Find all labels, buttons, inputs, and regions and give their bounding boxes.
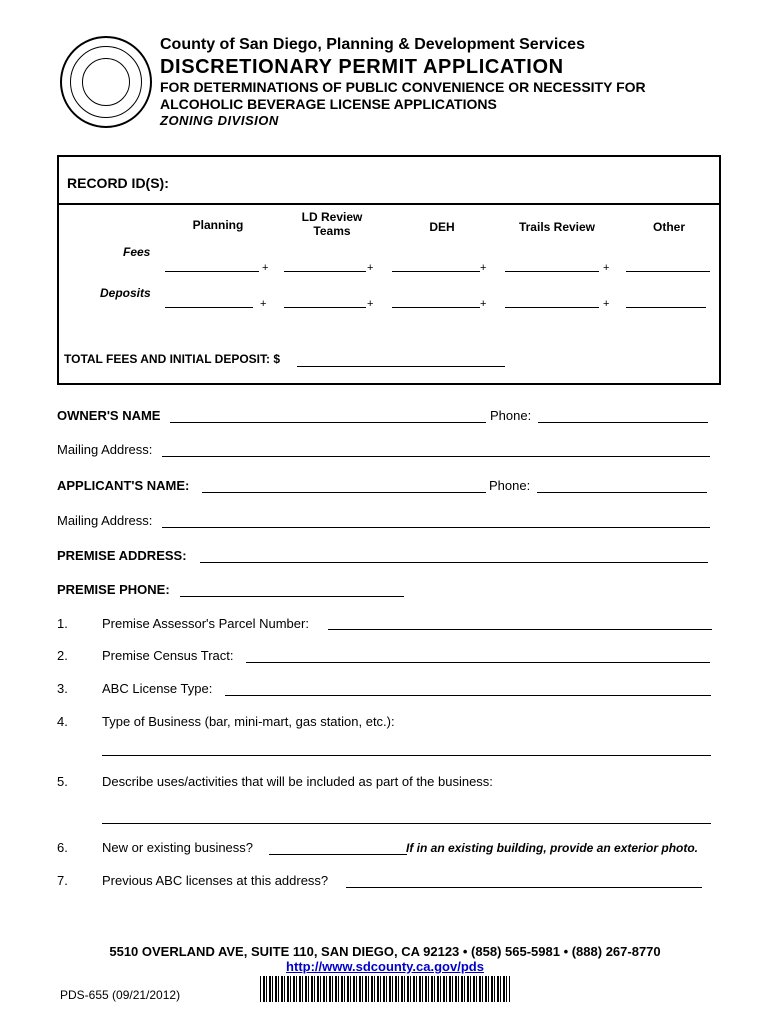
fees-planning-field[interactable] <box>165 271 259 272</box>
premise-address-label: PREMISE ADDRESS: <box>57 548 187 563</box>
parcel-number-field[interactable] <box>328 629 712 630</box>
applicant-mailing-label: Mailing Address: <box>57 513 153 528</box>
question-parcel-label: Premise Assessor's Parcel Number: <box>102 616 309 631</box>
column-planning: Planning <box>192 218 244 232</box>
applicant-mailing-field[interactable] <box>162 527 710 528</box>
subtitle-line-1: FOR DETERMINATIONS OF PUBLIC CONVENIENCE OR NECESSITY FOR <box>160 79 646 95</box>
total-fees-label: TOTAL FEES AND INITIAL DEPOSIT: $ <box>64 352 281 366</box>
question-business-type-label: Type of Business (bar, mini-mart, gas station, etc.): <box>102 714 395 729</box>
fees-ld-review-field[interactable] <box>284 271 366 272</box>
fees-box <box>57 155 721 385</box>
abc-license-type-field[interactable] <box>225 695 711 696</box>
owner-phone-label: Phone: <box>490 408 532 423</box>
question-number: 7. <box>57 873 68 888</box>
question-number: 1. <box>57 616 68 631</box>
question-number: 2. <box>57 648 68 663</box>
county-seal <box>60 36 152 128</box>
column-deh: DEH <box>429 220 455 234</box>
premise-phone-label: PREMISE PHONE: <box>57 582 170 597</box>
business-type-field[interactable] <box>102 755 711 756</box>
owner-mailing-label: Mailing Address: <box>57 442 153 457</box>
division-label: ZONING DIVISION <box>160 113 279 128</box>
applicant-phone-field[interactable] <box>537 492 707 493</box>
previous-abc-field[interactable] <box>346 887 702 888</box>
applicant-name-label: APPLICANT'S NAME: <box>57 478 190 493</box>
deposits-other-field[interactable] <box>626 307 706 308</box>
question-previous-abc-label: Previous ABC licenses at this address? <box>102 873 329 888</box>
plus-sign: + <box>603 298 610 310</box>
form-subtitle <box>160 79 740 113</box>
fees-deh-field[interactable] <box>392 271 480 272</box>
owner-mailing-field[interactable] <box>162 456 710 457</box>
barcode <box>260 976 510 1002</box>
column-trails-review: Trails Review <box>518 220 596 234</box>
plus-sign: + <box>480 262 487 274</box>
deposits-planning-field[interactable] <box>165 307 253 308</box>
fees-row-label: Fees <box>123 245 151 259</box>
record-id-section <box>59 157 719 205</box>
subtitle-line-2: ALCOHOLIC BEVERAGE LICENSE APPLICATIONS <box>160 96 497 112</box>
owner-name-field[interactable] <box>170 422 486 423</box>
plus-sign: + <box>367 298 374 310</box>
plus-sign: + <box>480 298 487 310</box>
question-number: 4. <box>57 714 68 729</box>
total-fees-field[interactable] <box>297 366 505 367</box>
uses-activities-field[interactable] <box>102 823 711 824</box>
question-number: 3. <box>57 681 68 696</box>
fees-other-field[interactable] <box>626 271 710 272</box>
county-name: County of San Diego, Planning & Development Services <box>160 36 585 53</box>
applicant-phone-label: Phone: <box>489 478 531 493</box>
question-number: 6. <box>57 840 68 855</box>
record-id-label: RECORD ID(S): <box>67 175 169 191</box>
exterior-photo-note: If in an existing building, provide an exterior photo. <box>406 841 699 855</box>
deposits-ld-review-field[interactable] <box>284 307 366 308</box>
plus-sign: + <box>262 262 269 274</box>
owner-phone-field[interactable] <box>538 422 708 423</box>
footer-address: 5510 OVERLAND AVE, SUITE 110, SAN DIEGO, CA 92123 • (858) 565-5981 • (888) 267-8770 <box>109 944 661 959</box>
question-census-label: Premise Census Tract: <box>102 648 234 663</box>
footer-website-link[interactable]: http://www.sdcounty.ca.gov/pds <box>286 959 484 974</box>
question-abc-license-label: ABC License Type: <box>102 681 213 696</box>
plus-sign: + <box>367 262 374 274</box>
question-uses-label: Describe uses/activities that will be included as part of the business: <box>102 774 493 789</box>
seal-center <box>82 58 130 106</box>
question-number: 5. <box>57 774 68 789</box>
fees-trails-field[interactable] <box>505 271 599 272</box>
deposits-deh-field[interactable] <box>392 307 480 308</box>
census-tract-field[interactable] <box>246 662 710 663</box>
column-ld-review-teams: LD Review Teams <box>301 210 363 238</box>
plus-sign: + <box>260 298 267 310</box>
deposits-row-label: Deposits <box>100 286 151 300</box>
new-existing-field[interactable] <box>269 854 407 855</box>
question-new-existing-label: New or existing business? <box>102 840 254 855</box>
owner-name-label: OWNER'S NAME <box>57 408 161 423</box>
form-number: PDS-655 (09/21/2012) <box>60 988 181 1002</box>
premise-address-field[interactable] <box>200 562 708 563</box>
form-title: DISCRETIONARY PERMIT APPLICATION <box>160 56 564 78</box>
deposits-trails-field[interactable] <box>505 307 599 308</box>
applicant-name-field[interactable] <box>202 492 486 493</box>
premise-phone-field[interactable] <box>180 596 404 597</box>
column-other: Other <box>652 220 685 234</box>
plus-sign: + <box>603 262 610 274</box>
